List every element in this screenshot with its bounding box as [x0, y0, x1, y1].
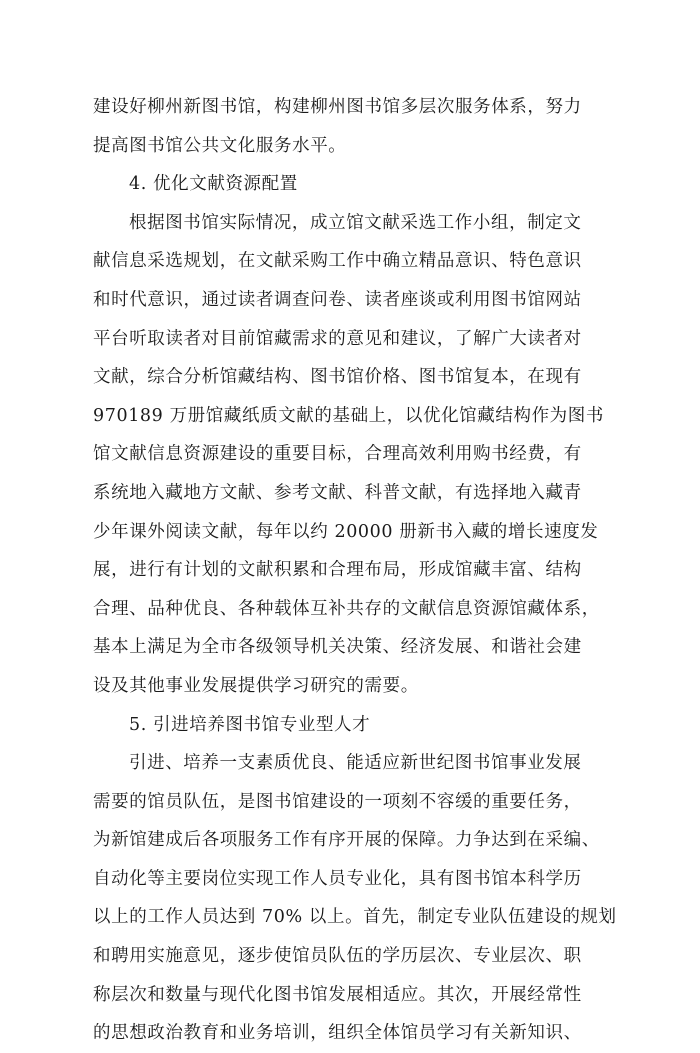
text-line: 提高图书馆公共文化服务水平。: [93, 135, 347, 156]
text-line: 建设好柳州新图书馆，构建柳州图书馆多层次服务体系，努力: [93, 97, 582, 117]
text-line: 文献，综合分析馆藏结构、图书馆价格、图书馆复本，在现有: [93, 367, 582, 388]
paragraph-start: 根据图书馆实际情况，成立馆文献采选工作小组，制定文: [129, 212, 582, 233]
body-text: [93, 88, 617, 1053]
text-line: 平台听取读者对目前馆藏需求的意见和建议，了解广大读者对: [93, 328, 582, 349]
text-line: 系统地入藏地方文献、参考文献、科普文献，有选择地入藏青: [93, 482, 582, 503]
text-line: 需要的馆员队伍，是图书馆建设的一项刻不容缓的重要任务，: [93, 791, 582, 812]
section-heading-5: 5. 引进培养图书馆专业型人才: [129, 714, 371, 735]
text-line: 为新馆建成后各项服务工作有序开展的保障。力争达到在采编、: [93, 830, 600, 851]
text-line: 献信息采选规划，在文献采购工作中确立精品意识、特色意识: [93, 251, 582, 272]
text-line: 和聘用实施意见，逐步使馆员队伍的学历层次、专业层次、职: [93, 946, 582, 967]
section-heading-4: 4. 优化文献资源配置: [129, 174, 298, 195]
text-line: 合理、品种优良、各种载体互补共存的文献信息资源馆藏体系，: [93, 598, 600, 619]
text-line: 称层次和数量与现代化图书馆发展相适应。其次，开展经常性: [93, 984, 582, 1005]
text-line: 自动化等主要岗位实现工作人员专业化，具有图书馆本科学历: [93, 868, 582, 889]
text-line: 和时代意识，通过读者调查问卷、读者座谈或利用图书馆网站: [93, 289, 582, 310]
paragraph-start: 引进、培养一支素质优良、能适应新世纪图书馆事业发展: [129, 753, 582, 774]
text-line: 展，进行有计划的文献积累和合理布局，形成馆藏丰富、结构: [93, 560, 582, 581]
text-line: 基本上满足为全市各级领导机关决策、经济发展、和谐社会建: [93, 637, 582, 658]
text-line: 设及其他事业发展提供学习研究的需要。: [93, 675, 419, 696]
text-line: 少年课外阅读文献，每年以约 20000 册新书入藏的增长速度发: [93, 521, 599, 542]
text-line: 970189 万册馆藏纸质文献的基础上，以优化馆藏结构作为图书: [93, 405, 604, 426]
text-line: 的思想政治教育和业务培训，组织全体馆员学习有关新知识、: [93, 1023, 582, 1044]
text-line: 馆文献信息资源建设的重要目标，合理高效利用购书经费，有: [93, 444, 582, 465]
text-line: 以上的工作人员达到 70% 以上。首先，制定专业队伍建设的规划: [93, 907, 617, 928]
